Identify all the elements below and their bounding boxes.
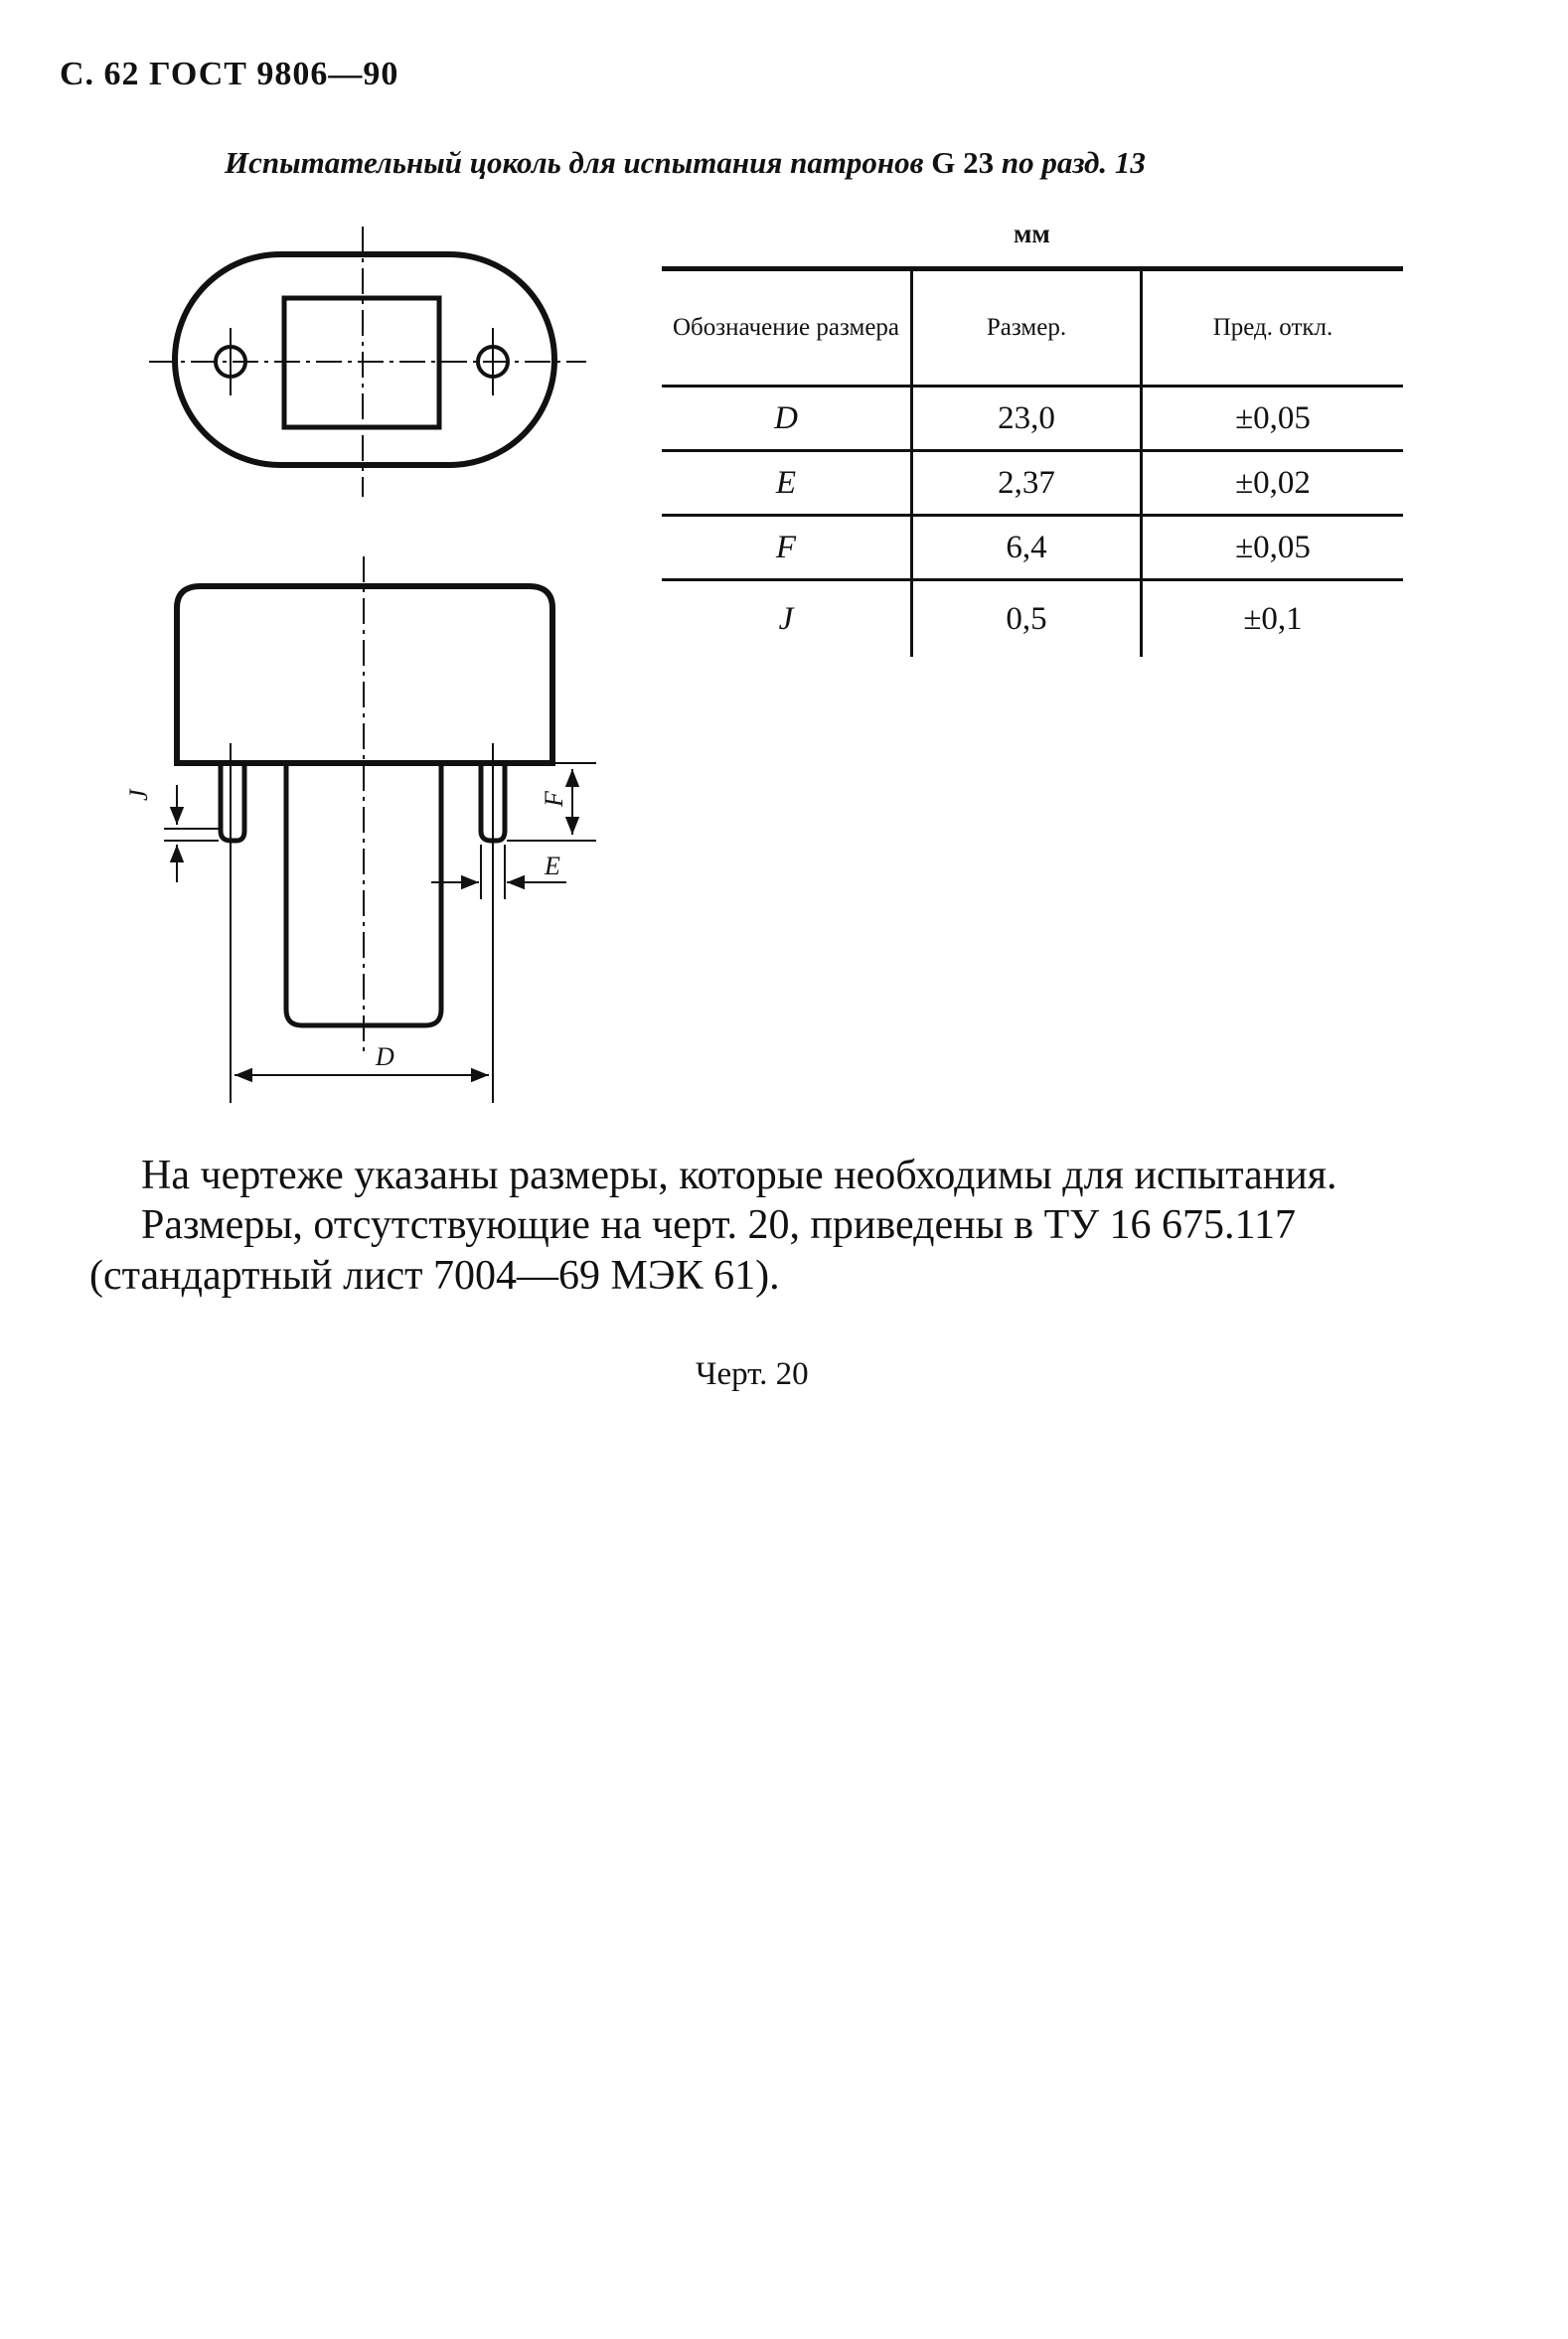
base-outline xyxy=(175,254,554,465)
table-row xyxy=(662,387,1403,451)
table-row xyxy=(662,580,1403,658)
cell-size: 6,4 xyxy=(912,516,1142,580)
dimension-labels xyxy=(124,788,568,1071)
cell-tolerance: ±0,1 xyxy=(1142,580,1404,658)
left-pin xyxy=(221,763,244,841)
label-d: D xyxy=(376,1042,394,1071)
table-header-row xyxy=(662,269,1403,387)
caption-text: Испытательный цоколь для испытания патронов xyxy=(225,145,924,180)
side-view xyxy=(164,556,596,1103)
cell-designation: F xyxy=(662,516,912,580)
header-tolerance: Пред. откл. xyxy=(1142,269,1404,387)
cell-designation: E xyxy=(662,451,912,516)
label-e: E xyxy=(545,852,560,880)
cell-size: 0,5 xyxy=(912,580,1142,658)
cell-tolerance: ±0,05 xyxy=(1142,516,1404,580)
header-size: Размер. xyxy=(912,269,1142,387)
cell-size: 2,37 xyxy=(912,451,1142,516)
table-row xyxy=(662,516,1403,580)
top-view xyxy=(149,227,586,497)
table-row xyxy=(662,451,1403,516)
header-designation: Обозначение размера xyxy=(662,269,912,387)
cell-designation: J xyxy=(778,600,794,637)
notes xyxy=(89,1151,1461,1301)
cell-tolerance: ±0,02 xyxy=(1142,451,1404,516)
cell-tolerance: ±0,05 xyxy=(1142,387,1404,451)
table-unit: мм xyxy=(1014,219,1050,248)
caption-code: G 23 xyxy=(931,145,995,180)
caption-suffix: по разд. 13 xyxy=(1001,145,1146,180)
cell-size: 23,0 xyxy=(912,387,1142,451)
note-paragraph: На чертеже указаны размеры, которые необходимы для испытания. xyxy=(141,1153,1337,1198)
page-header: С. 62 ГОСТ 9806—90 xyxy=(60,56,399,92)
label-f: F xyxy=(540,791,568,807)
figure-label: Черт. 20 xyxy=(696,1356,809,1392)
note-paragraph: Размеры, отсутствующие на черт. 20, приведены в ТУ 16 675.117 (стандартный лист 7004—69 МЭК 61). xyxy=(89,1202,1296,1299)
cell-designation: D xyxy=(662,387,912,451)
dimensions-table xyxy=(662,266,1403,657)
label-j: J xyxy=(124,789,153,801)
